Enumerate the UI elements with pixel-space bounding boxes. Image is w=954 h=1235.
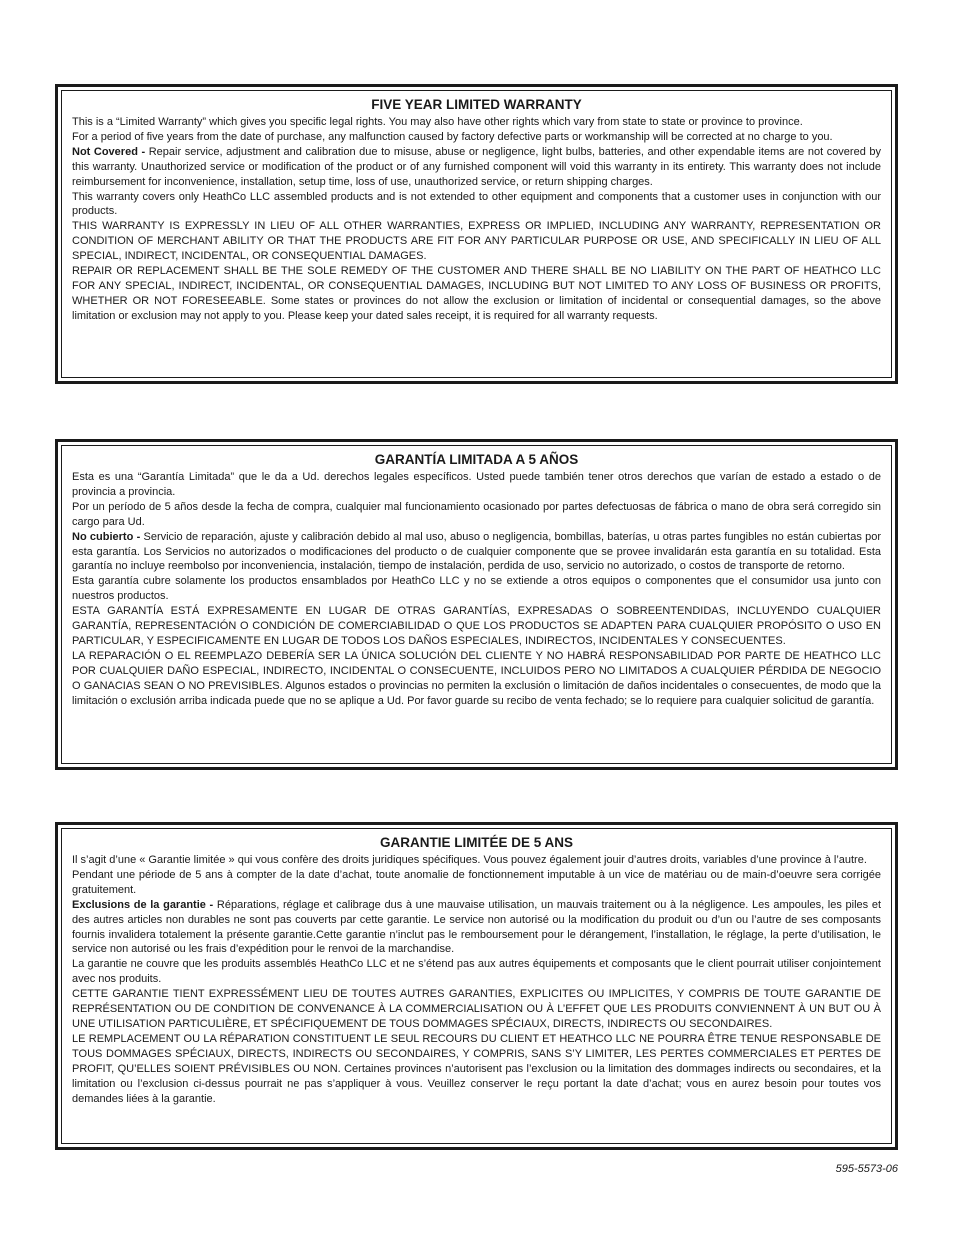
french-not-covered-label: Exclusions de la garantie - (72, 898, 214, 911)
spanish-warranty-inner (61, 445, 892, 764)
spanish-scope-paragraph: Esta garantía cubre solamente los productos ensamblados por HeathCo LLC y no se extiende a otros equipos o componentes que el consumidor usa junto con nuestros productos. (72, 575, 881, 603)
french-intro-paragraph: Il s’agit d’une « Garantie limitée » qui vous confère des droits juridiques spécifiques. Vous pouvez également jouir d’autres droits, variables d’une province à l’autre. (72, 854, 867, 866)
english-coverage-paragraph: For a period of five years from the date of purchase, any malfunction caused by factory defective parts or workmanship will be corrected at no charge to you. (72, 130, 833, 143)
english-intro-paragraph: This is a “Limited Warranty” which gives you specific legal rights. You may also have other rights which vary from state to state or province to province. (72, 116, 803, 128)
document-number: 595-5573-06 (835, 1163, 898, 1175)
french-warranty-title: GARANTIE LIMITÉE DE 5 ANS (379, 835, 573, 850)
spanish-coverage-paragraph: Por un período de 5 años desde la fecha de compra, cualquier mal funcionamiento ocasionado por partes defectuosas de fábrica o mano de obra será corregido sin cargo para Ud. (72, 500, 881, 528)
english-not-covered-label: Not Covered - (72, 145, 146, 158)
french-warranty-inner (61, 828, 892, 1144)
french-remedy-paragraph: LE REMPLACEMENT OU LA RÉPARATION CONSTITUENT LE SEUL RECOURS DU CLIENT ET HEATHCO LLC NE POURRA ÊTRE TENUE RESPONSABLE DE TOUS DOMMAGES SPÉCIAUX, DIRECTS, INDIRECTS OU SECONDAIRES, Y COMPRIS, SANS S’Y LIMITER, LES PERTES COMMERCIALES ET PERTES DE PROFIT, QU’ELLES SOIENT PRÉVISIBLES OU NON. Certaines provinces n’autorisent pas l’exclusion ou la limitation des dommages indirects ou secondaires, et la limitation ou l’exclusion ci-dessus pourrait ne pas s’appliquer à vous. Veuillez conserver le reçu portant la date d’achat; vous en aurez besoin pour toutes vos demandes liées à la garantie. (72, 1032, 881, 1105)
spanish-disclaimer-paragraph: ESTA GARANTÍA ESTÁ EXPRESAMENTE EN LUGAR DE OTRAS GARANTÍAS, EXPRESADAS O SOBREENTENDIDAS, INCLUYENDO CUALQUIER GARANTÍA, REPRESENTACIÓN O CONDICIÓN DE COMERCIABILIDAD O QUE LOS PRODUCTOS SE ADAPTEN PARA CUALQUIER PROPÓSITO O USO EN PARTICULAR, Y ESPECIFICAMENTE EN LUGAR DE TODOS LOS DAÑOS ESPECIALES, INDIRECTOS, INCIDENTALES Y CONSECUENTES. (72, 605, 881, 647)
spanish-not-covered-paragraph (72, 530, 881, 575)
spanish-not-covered-label: No cubierto - (72, 530, 141, 543)
spanish-intro-paragraph: Esta es una “Garantía Limitada” que le da a Ud. derechos legales específicos. Usted puede también tener otros derechos que varían de estado a estado o de provincia a provincia. (72, 471, 881, 498)
spanish-not-covered-text: Servicio de reparación, ajuste y calibración debido al mal uso, abuso o negligencia, bombillas, baterías, u otras partes fungibles no están cubiertas por esta garantía. Los Servicios no autorizados o modificaciones del producto o de cualquier componente que se provee invalidarán esta garantía en su totalidad. Esta garantía no incluye reembolso por inconveniencia, instalación, tiempo de instalación, perdida de uso, servicio no autorizado, o costos de transporte de retorno. (72, 530, 881, 573)
english-remedy-paragraph: REPAIR OR REPLACEMENT SHALL BE THE SOLE REMEDY OF THE CUSTOMER AND THERE SHALL BE NO LIABILITY ON THE PART OF HEATHCO LLC FOR ANY SPECIAL, INDIRECT, INCIDENTAL, OR CONSEQUENTIAL DAMAGES, INCLUDING BUT NOT LIMITED TO ANY LOSS OF BUSINESS OR PROFITS, WHETHER OR NOT FORESEEABLE. Some states or provinces do not allow the exclusion or limitation of incidental or consequential damages, so the above limitation or exclusion may not apply to you. Please keep your dated sales receipt, it is required for all warranty requests. (72, 265, 881, 322)
french-not-covered-text: Réparations, réglage et calibrage dus à une mauvaise utilisation, un mauvais traitement ou à la négligence. Les ampoules, les piles et des autres articles non durables ne sont pas couverts par cette garantie. Le service non autorisé ou la modification du produit ou d’un ou l’autre de ses composants fournis invalidera totalement la présente garantie.Cette garantie n’inclut pas le remboursement pour le dérangement, l’installation, le réglage, la perte d’utilisation, le service non autorisé ou les frais d’expédition pour le renvoi de la marchandise. (72, 898, 881, 956)
spanish-warranty-box (55, 439, 898, 770)
english-warranty-box (55, 84, 898, 384)
spanish-remedy-paragraph: LA REPARACIÓN O EL REEMPLAZO DEBERÍA SER LA ÚNICA SOLUCIÓN DEL CLIENTE Y NO HABRÁ RESPONSABILIDAD POR PARTE DE HEATHCO LLC POR CUALQUIER DAÑO ESPECIAL, INDIRECTO, INCIDENTAL O CONSECUENTE, INCLUIDOS PERO NO LIMITADOS A CUALQUIER PÉRDIDA DE NEGOCIO O GANACIAS SEAN O NO PREVISIBLES. Algunos estados o provincias no permiten la exclusión o limitación de daños incidentales o consecuentes, de modo que la limitación o exclusión arriba indicada puede que no se aplique a Ud. Por favor guarde su recibo de venta fechado; se lo requiere para cualquier solicitud de garantía. (72, 649, 881, 707)
french-not-covered-paragraph (72, 898, 881, 958)
english-not-covered-paragraph (72, 145, 881, 190)
french-coverage-paragraph: Pendant une période de 5 ans à compter de la date d’achat, toute anomalie de fonctionnement imputable à un vice de matériau ou de main-d’oeuvre sera corrigée gratuitement. (72, 868, 881, 896)
french-disclaimer-paragraph: CETTE GARANTIE TIENT EXPRESSÉMENT LIEU DE TOUTES AUTRES GARANTIES, EXPLICITES OU IMPLICITES, Y COMPRIS DE TOUTE GARANTIE DE REPRÉSENTATION OU DE CONDITION DE CONVENANCE À LA COMMERCIALISATION OU À L’EFFET QUE LES PRODUITS CONVIENNENT À UN BUT OU À UNE UTILISATION PARTICULIÈRE, ET SPÉCIFIQUEMENT DE TOUS DOMMAGES SPÉCIAUX, DIRECTS, INDIRECTS OU SECONDAIRES. (72, 988, 881, 1030)
french-scope-paragraph: La garantie ne couvre que les produits assemblés HeathCo LLC et ne s’étend pas aux autres équipements et composants que le client pourrait utiliser conjointement avec nos produits. (72, 958, 881, 986)
english-disclaimer-paragraph: THIS WARRANTY IS EXPRESSLY IN LIEU OF ALL OTHER WARRANTIES, EXPRESS OR IMPLIED, INCLUDING ANY WARRANTY, REPRESENTATION OR CONDITION OF MERCHANT ABILITY OR THAT THE PRODUCTS ARE FIT FOR ANY PARTICULAR PURPOSE OR USE, AND SPECIFICALLY IN LIEU OF ALL SPECIAL, INDIRECT, INCIDENTAL, OR CONSEQUENTIAL DAMAGES. (72, 220, 881, 263)
english-warranty-title: FIVE YEAR LIMITED WARRANTY (371, 97, 582, 112)
french-warranty-box (55, 822, 898, 1150)
english-warranty-inner (61, 90, 892, 378)
spanish-warranty-title: GARANTÍA LIMITADA A 5 AÑOS (374, 452, 579, 467)
english-scope-paragraph: This warranty covers only HeathCo LLC assembled products and is not extended to other equipment and components that a customer uses in conjunction with our products. (72, 190, 881, 218)
english-not-covered-text: Repair service, adjustment and calibration due to misuse, abuse or negligence, light bulbs, batteries, and other expendable items are not covered by this warranty. Unauthorized service or modification of the product or of any furnished component will void this warranty in its entirety. This warranty does not include reimbursement for inconvenience, installation, setup time, loss of use, unauthorized service, or return shipping charges. (72, 145, 882, 188)
